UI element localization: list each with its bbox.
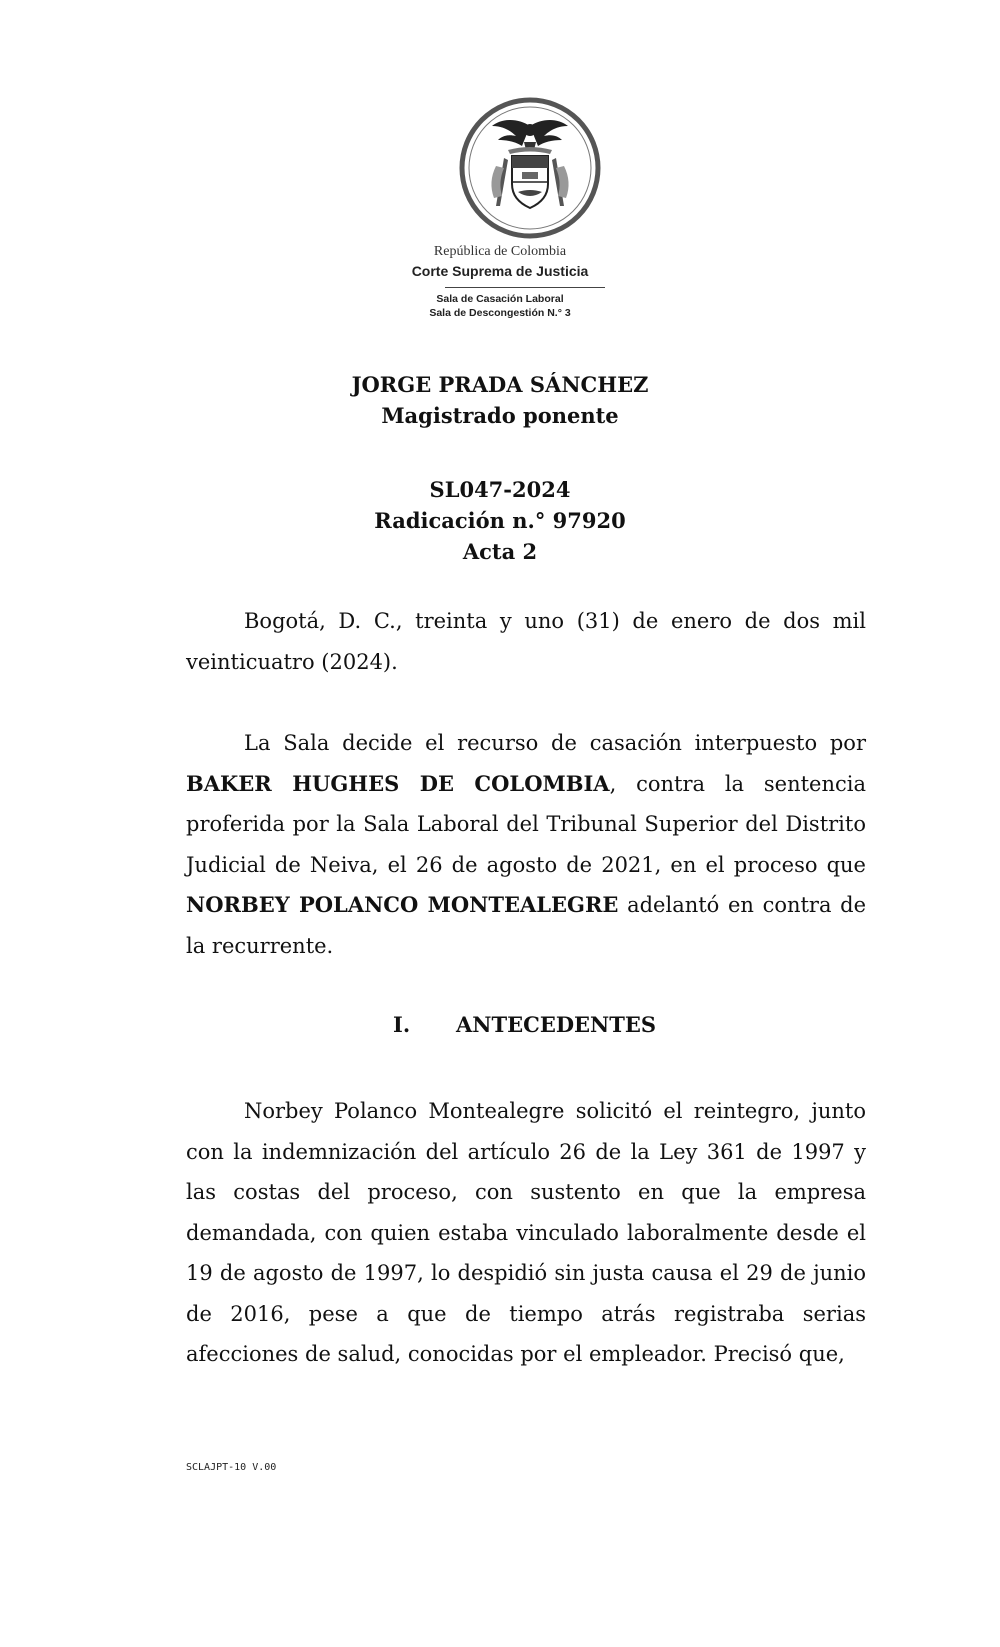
institution-country: República de Colombia: [433, 244, 567, 259]
decision-text-2: , contra la sentencia proferida por la Sala Laboral del Tribunal Superior del Distrito Judicial de Neiva, el 26 de agosto de 2021, en el proceso que: [186, 771, 867, 877]
institution-chamber: Sala de Casación Laboral: [436, 293, 564, 305]
section-number: I.: [393, 1012, 411, 1037]
magistrate-block: [0, 369, 1000, 431]
case-code: SL047-2024: [429, 477, 571, 502]
antecedentes-paragraph: Norbey Polanco Montealegre solicitó el reintegro, junto con la indemnización del artículo 26 de la Ley 361 de 1997 y las costas del proceso, con sustento en que la empresa demandada, con quien estaba vinculado laboralmente desde el 19 de agosto de 1997, lo despidió sin justa causa el 29 de junio de 2016, pese a que de tiempo atrás registraba serias afecciones de salud, conocidas por el empleador. Precisó que,: [186, 1099, 866, 1366]
magistrate-role: Magistrado ponente: [381, 403, 619, 428]
colombia-coat-of-arms-seal-icon: [458, 96, 602, 240]
date-paragraph: Bogotá, D. C., treinta y uno (31) de enero de dos mil veinticuatro (2024).: [186, 609, 866, 674]
decision-text-3: adelantó en contra de la recurrente.: [186, 893, 867, 958]
footer-code: SCLAJPT-10 V.00: [186, 1462, 277, 1473]
case-identifiers: [0, 474, 1000, 567]
decision-paragraph: [186, 723, 866, 966]
institution-subchamber: Sala de Descongestión N.° 3: [429, 307, 571, 319]
decision-text-1: La Sala decide el recurso de casación interpuesto por: [244, 731, 866, 755]
case-acta: Acta 2: [462, 539, 538, 564]
case-radicacion: Radicación n.° 97920: [374, 508, 626, 533]
appellant-name: BAKER HUGHES DE COLOMBIA: [186, 770, 610, 796]
section-title: ANTECEDENTES: [456, 1012, 657, 1037]
institution-divider: [445, 287, 605, 288]
institution-court: Corte Suprema de Justicia: [411, 263, 589, 279]
section-heading: [393, 1010, 656, 1040]
plaintiff-name: NORBEY POLANCO MONTEALEGRE: [186, 892, 619, 917]
magistrate-name: JORGE PRADA SÁNCHEZ: [351, 372, 649, 397]
